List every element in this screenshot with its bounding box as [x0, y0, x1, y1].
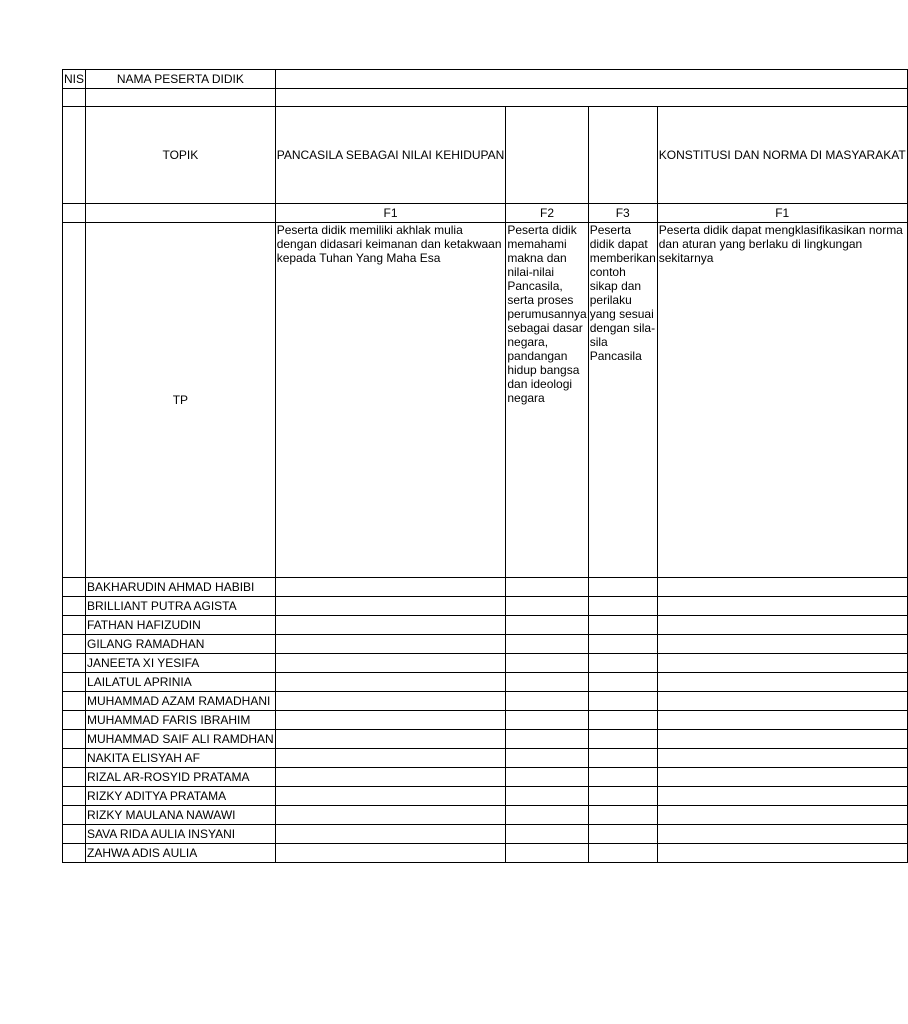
code-cell-4[interactable]: F1 [657, 204, 907, 223]
score-cell[interactable] [657, 749, 907, 768]
score-cell[interactable] [657, 806, 907, 825]
score-cell[interactable] [588, 768, 657, 787]
nis-cell[interactable] [63, 692, 86, 711]
nis-cell[interactable] [63, 787, 86, 806]
tp-cell-3[interactable]: Peserta didik dapat memberikan contoh sikap dan perilaku yang sesuai dengan sila-sila Pancasila [588, 223, 657, 578]
score-cell[interactable] [506, 597, 588, 616]
score-cell[interactable] [588, 730, 657, 749]
score-cell[interactable] [588, 749, 657, 768]
table-row [63, 768, 908, 787]
student-name[interactable]: BAKHARUDIN AHMAD HABIBI [86, 578, 276, 597]
student-name[interactable]: MUHAMMAD SAIF ALI RAMDHAN [86, 730, 276, 749]
code-cell-2[interactable]: F2 [506, 204, 588, 223]
score-cell[interactable] [275, 749, 506, 768]
score-cell[interactable] [588, 616, 657, 635]
score-cell[interactable] [588, 806, 657, 825]
score-cell[interactable] [657, 635, 907, 654]
score-cell[interactable] [657, 844, 907, 863]
header-empty-cell[interactable] [275, 70, 907, 89]
score-cell[interactable] [275, 787, 506, 806]
tp-label[interactable]: TP [86, 223, 276, 578]
score-cell[interactable] [506, 844, 588, 863]
score-cell[interactable] [275, 578, 506, 597]
tp-cell-1[interactable]: Peserta didik memiliki akhlak mulia dengan didasari keimanan dan ketakwaan kepada Tuhan Yang Maha Esa [275, 223, 506, 578]
nama-header[interactable]: NAMA PESERTA DIDIK [86, 70, 276, 89]
nis-cell[interactable] [63, 730, 86, 749]
nis-header[interactable]: NIS [63, 70, 86, 89]
topik-nis-cell[interactable] [63, 107, 86, 204]
nis-cell[interactable] [63, 844, 86, 863]
score-cell[interactable] [588, 654, 657, 673]
nis-cell[interactable] [63, 768, 86, 787]
table-row [63, 730, 908, 749]
table-row [63, 654, 908, 673]
score-cell[interactable] [275, 692, 506, 711]
score-cell[interactable] [506, 768, 588, 787]
topik-label[interactable]: TOPIK [86, 107, 276, 204]
score-cell[interactable] [506, 635, 588, 654]
score-cell[interactable] [275, 711, 506, 730]
table-row [63, 844, 908, 863]
score-cell[interactable] [588, 825, 657, 844]
nis-cell[interactable] [63, 749, 86, 768]
nis-cell[interactable] [63, 597, 86, 616]
student-name[interactable]: LAILATUL APRINIA [86, 673, 276, 692]
nis-cell[interactable] [63, 806, 86, 825]
score-cell[interactable] [657, 730, 907, 749]
student-name[interactable]: FATHAN HAFIZUDIN [86, 616, 276, 635]
score-cell[interactable] [275, 825, 506, 844]
score-cell[interactable] [657, 711, 907, 730]
score-cell[interactable] [275, 597, 506, 616]
score-cell[interactable] [657, 616, 907, 635]
topic-cell-4[interactable]: KONSTITUSI DAN NORMA DI MASYARAKAT [657, 107, 907, 204]
nis-cell[interactable] [63, 616, 86, 635]
score-cell[interactable] [275, 673, 506, 692]
score-cell[interactable] [657, 578, 907, 597]
table-row [63, 787, 908, 806]
student-name[interactable]: NAKITA ELISYAH AF [86, 749, 276, 768]
tp-row [63, 223, 908, 578]
score-cell[interactable] [275, 844, 506, 863]
score-cell[interactable] [506, 616, 588, 635]
blank-cell[interactable] [63, 89, 86, 107]
code-cell-1[interactable]: F1 [275, 204, 506, 223]
table-row [63, 635, 908, 654]
nis-cell[interactable] [63, 711, 86, 730]
score-cell[interactable] [657, 768, 907, 787]
score-cell[interactable] [506, 749, 588, 768]
student-name[interactable]: BRILLIANT PUTRA AGISTA [86, 597, 276, 616]
score-cell[interactable] [506, 825, 588, 844]
student-name[interactable]: GILANG RAMADHAN [86, 635, 276, 654]
score-cell[interactable] [506, 673, 588, 692]
score-cell[interactable] [657, 692, 907, 711]
table-row [63, 578, 908, 597]
nis-cell[interactable] [63, 578, 86, 597]
table-row [63, 825, 908, 844]
score-cell[interactable] [506, 787, 588, 806]
score-cell[interactable] [657, 673, 907, 692]
student-name[interactable]: MUHAMMAD FARIS IBRAHIM [86, 711, 276, 730]
table-row [63, 749, 908, 768]
score-cell[interactable] [588, 673, 657, 692]
nis-cell[interactable] [63, 654, 86, 673]
score-cell[interactable] [275, 730, 506, 749]
score-cell[interactable] [506, 654, 588, 673]
score-cell[interactable] [588, 844, 657, 863]
table-row [63, 806, 908, 825]
score-cell[interactable] [588, 578, 657, 597]
score-cell[interactable] [588, 711, 657, 730]
score-cell[interactable] [657, 825, 907, 844]
score-cell[interactable] [506, 730, 588, 749]
topic-cell-3[interactable] [588, 107, 657, 204]
table-row [63, 692, 908, 711]
table-row [63, 711, 908, 730]
topik-row [63, 107, 908, 204]
score-cell[interactable] [588, 635, 657, 654]
score-cell[interactable] [275, 768, 506, 787]
score-cell[interactable] [275, 616, 506, 635]
code-name-cell[interactable] [86, 204, 276, 223]
score-cell[interactable] [657, 787, 907, 806]
score-cell[interactable] [506, 692, 588, 711]
blank-cell[interactable] [86, 89, 276, 107]
code-cell-3[interactable]: F3 [588, 204, 657, 223]
student-name[interactable]: RIZKY MAULANA NAWAWI [86, 806, 276, 825]
student-name[interactable]: MUHAMMAD AZAM RAMADHANI [86, 692, 276, 711]
table-row [63, 673, 908, 692]
student-name[interactable]: JANEETA XI YESIFA [86, 654, 276, 673]
code-row [63, 204, 908, 223]
nis-cell[interactable] [63, 825, 86, 844]
score-cell[interactable] [588, 692, 657, 711]
score-cell[interactable] [657, 654, 907, 673]
tp-cell-4[interactable]: Peserta didik dapat mengklasifikasikan norma dan aturan yang berlaku di lingkungan sekitarnya [657, 223, 907, 578]
assessment-table [62, 69, 908, 863]
table-row [63, 616, 908, 635]
score-cell[interactable] [506, 711, 588, 730]
student-name[interactable]: ZAHWA ADIS AULIA [86, 844, 276, 863]
table-row [63, 597, 908, 616]
score-cell[interactable] [588, 787, 657, 806]
topic-cell-2[interactable] [506, 107, 588, 204]
score-cell[interactable] [275, 635, 506, 654]
tp-cell-2[interactable]: Peserta didik memahami makna dan nilai-nilai Pancasila, serta proses perumusannya sebagai dasar negara, pandangan hidup bangsa dan ideologi negara [506, 223, 588, 578]
topic-cell-1[interactable]: PANCASILA SEBAGAI NILAI KEHIDUPAN [275, 107, 506, 204]
code-nis-cell[interactable] [63, 204, 86, 223]
student-name[interactable]: RIZKY ADITYA PRATAMA [86, 787, 276, 806]
nis-cell[interactable] [63, 635, 86, 654]
score-cell[interactable] [588, 597, 657, 616]
student-name[interactable]: SAVA RIDA AULIA INSYANI [86, 825, 276, 844]
blank-row [63, 89, 908, 107]
header-row [63, 70, 908, 89]
nis-cell[interactable] [63, 673, 86, 692]
blank-cell[interactable] [275, 89, 907, 107]
score-cell[interactable] [275, 806, 506, 825]
score-cell[interactable] [506, 578, 588, 597]
score-cell[interactable] [657, 597, 907, 616]
tp-nis-cell[interactable] [63, 223, 86, 578]
score-cell[interactable] [275, 654, 506, 673]
student-name[interactable]: RIZAL AR-ROSYID PRATAMA [86, 768, 276, 787]
score-cell[interactable] [506, 806, 588, 825]
